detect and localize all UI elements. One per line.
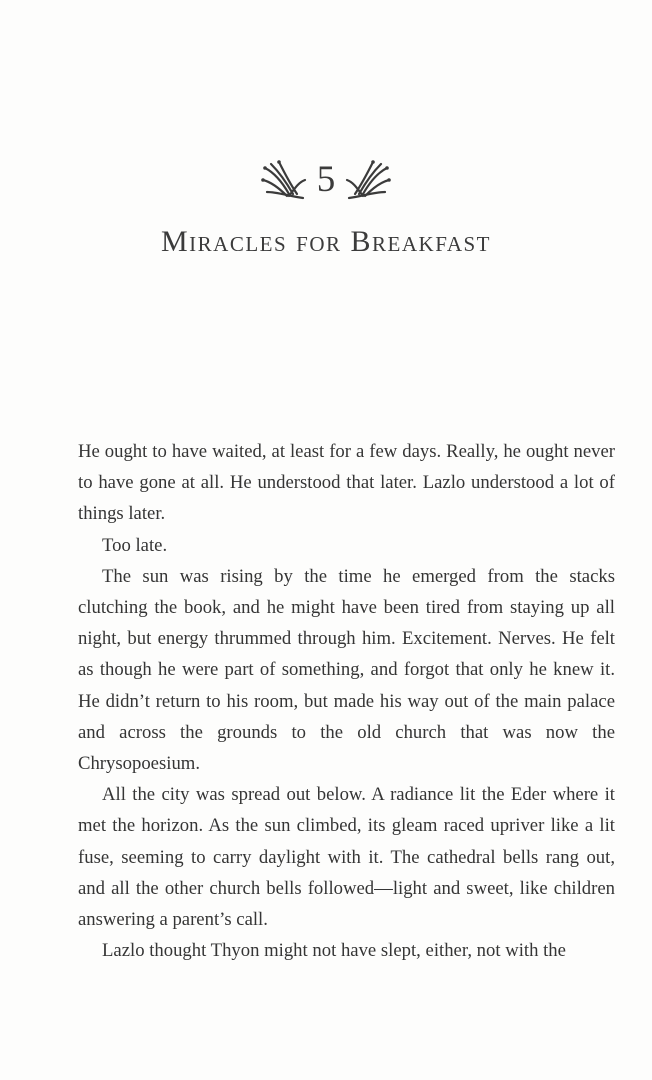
chapter-ornament-row bbox=[0, 152, 652, 208]
flourish-left-icon bbox=[259, 158, 309, 202]
flourish-right-icon bbox=[343, 158, 393, 202]
chapter-heading bbox=[0, 152, 652, 208]
paragraph: The sun was rising by the time he emerged from the stacks clutching the book, and he might have been tired from staying up all night, but energy thrummed through him. Excitement. Nerves. He felt as though he were part of something, and forgot that only he knew it. He didn’t return to his room, but made his way out of the main palace and across the grounds to the old church that was now the Chrysopoesium. bbox=[78, 565, 615, 775]
chapter-title: Miracles for Breakfast bbox=[160, 225, 491, 258]
paragraph: Too late. bbox=[102, 534, 168, 556]
chapter-body bbox=[78, 436, 615, 966]
chapter-number: 5 bbox=[316, 159, 336, 200]
paragraph: He ought to have waited, at least for a few days. Really, he ought never to have gone at all. He understood that later. Lazlo understood a lot of things later. bbox=[78, 441, 615, 525]
paragraph: All the city was spread out below. A radiance lit the Eder where it met the horizon. As the sun climbed, its gleam raced upriver like a lit fuse, seeming to carry daylight with it. The cathedral bells rang out, and all the other church bells followed—light and sweet, like children answering a parent’s call. bbox=[78, 784, 615, 931]
paragraph: Lazlo thought Thyon might not have slept, either, not with the bbox=[102, 940, 566, 962]
